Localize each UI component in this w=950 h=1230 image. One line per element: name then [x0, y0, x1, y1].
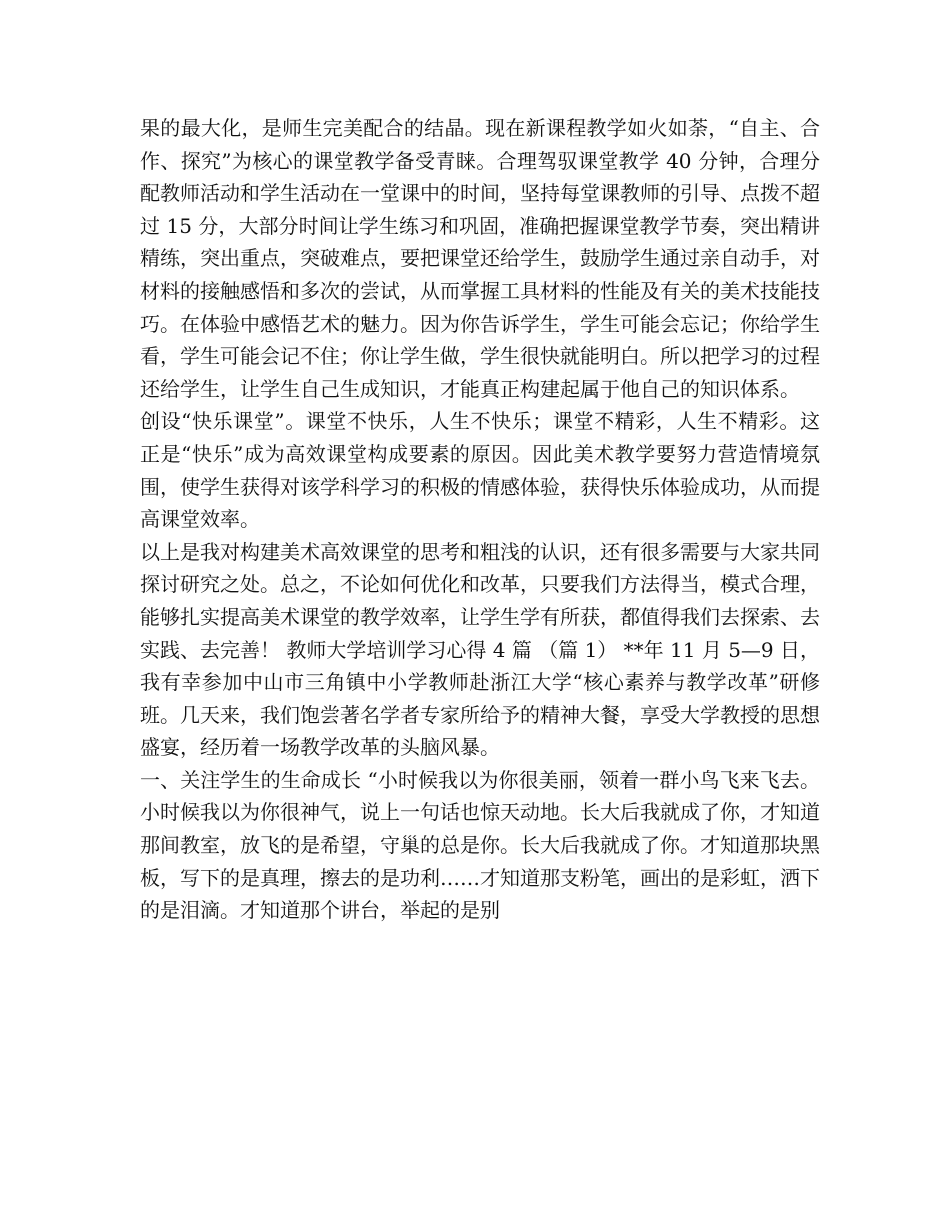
document-page [140, 112, 820, 927]
paragraph-student-growth: 一、关注学生的生命成长 “小时候我以为你很美丽，领着一群小鸟飞来飞去。小时候我以为你很神气，说上一句话也惊天动地。长大后我就成了你，才知道那间教室，放飞的是希望，守巢的总是你。长大后我就成了你。才知道那块黑板，写下的是真理，擦去的是功利……才知道那支粉笔，画出的是彩虹，洒下的是泪滴。才知道那个讲台，举起的是别 [140, 767, 820, 923]
paragraph-classroom-time: 果的最大化，是师生完美配合的结晶。现在新课程教学如火如荼，“自主、合作、探究”为核心的课堂教学备受青睐。合理驾驭课堂教学 40 分钟，合理分配教师活动和学生活动在一堂课中的时间，坚持每堂课教师的引导、点拨不超过 15 分，大部分时间让学生练习和巩固，准确把握课堂教学节奏，突出精讲精练，突出重点，突破难点，要把课堂还给学生，鼓励学生通过亲自动手，对材料的接触感悟和多次的尝试，从而掌握工具材料的性能及有关的美术技能技巧。在体验中感悟艺术的魅力。因为你告诉学生，学生可能会忘记；你给学生看，学生可能会记不住；你让学生做，学生很快就能明白。所以把学习的过程还给学生，让学生自己生成知识，才能真正构建起属于他自己的知识体系。 [140, 116, 820, 401]
paragraph-conclusion-training: 以上是我对构建美术高效课堂的思考和粗浅的认识，还有很多需要与大家共同探讨研究之处。总之，不论如何优化和改革，只要我们方法得当，模式合理，能够扎实提高美术课堂的教学效率，让学生学有所获，都值得我们去探索、去实践、去完善！ 教师大学培训学习心得 4 篇 （篇 1） **年 11 月 5—9 日，我有幸参加中山市三角镇中小学教师赴浙江大学“核心素养与教学改革”研修班。几天来，我们饱尝著名学者专家所给予的精神大餐，享受大学教授的思想盛宴，经历着一场教学改革的头脑风暴。 [140, 539, 820, 760]
paragraph-happy-classroom: 创设“快乐课堂”。课堂不快乐，人生不快乐；课堂不精彩，人生不精彩。这正是“快乐”成为高效课堂构成要素的原因。因此美术教学要努力营造情境氛围，使学生获得对该学科学习的积极的情感体验，获得快乐体验成功，从而提高课堂效率。 [140, 409, 820, 532]
